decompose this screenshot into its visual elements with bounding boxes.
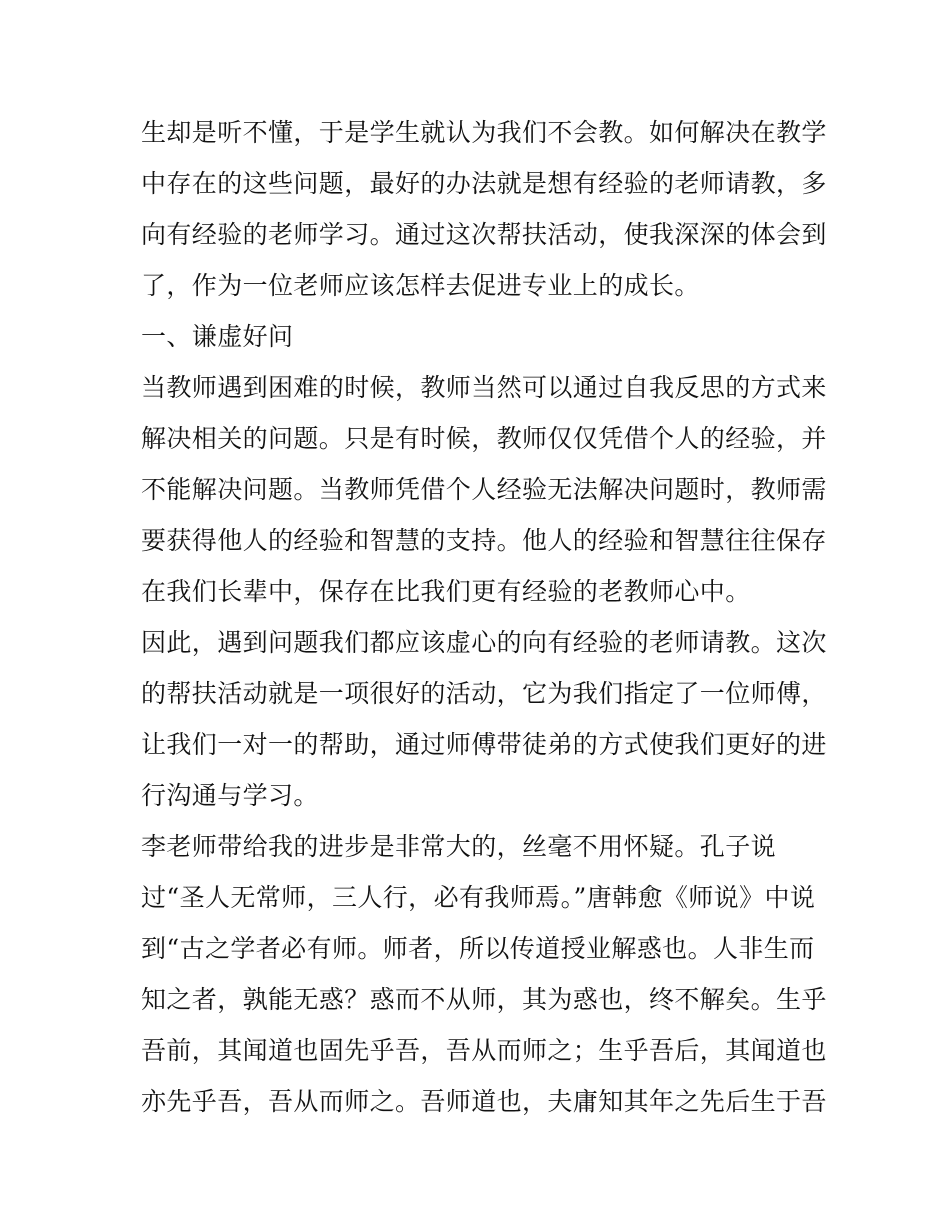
- text-line: 行沟通与学习。: [141, 781, 319, 810]
- text-line: 向有经验的老师学习。通过这次帮扶活动，使我深深的体会到: [141, 220, 827, 249]
- text-line: 中存在的这些问题，最好的办法就是想有经验的老师请教，多: [141, 169, 827, 198]
- text-line: 亦先乎吾，吾从而师之。吾师道也，夫庸知其年之先后生于吾: [141, 1087, 827, 1116]
- text-line: 要获得他人的经验和智慧的支持。他人的经验和智慧往往保存: [141, 526, 827, 555]
- text-line: 不能解决问题。当教师凭借个人经验无法解决问题时，教师需: [141, 475, 827, 504]
- text-line: 生却是听不懂，于是学生就认为我们不会教。如何解决在教学: [141, 118, 827, 147]
- text-line: 知之者，孰能无惑？惑而不从师，其为惑也，终不解矣。生乎: [141, 985, 827, 1014]
- text-line: 李老师带给我的进步是非常大的，丝毫不用怀疑。孔子说: [141, 832, 777, 861]
- section-heading: 一、谦虚好问: [141, 322, 294, 351]
- text-line: 因此，遇到问题我们都应该虚心的向有经验的老师请教。这次: [141, 628, 827, 657]
- text-line: 过“圣人无常师，三人行，必有我师焉。”唐韩愈《师说》中说: [141, 883, 816, 912]
- text-line: 在我们长辈中，保存在比我们更有经验的老教师心中。: [141, 577, 751, 606]
- text-line: 解决相关的问题。只是有时候，教师仅仅凭借个人的经验，并: [141, 424, 827, 453]
- text-line: 了，作为一位老师应该怎样去促进专业上的成长。: [141, 271, 700, 300]
- text-line: 让我们一对一的帮助，通过师傅带徒弟的方式使我们更好的进: [141, 730, 827, 759]
- text-line: 吾前，其闻道也固先乎吾，吾从而师之；生乎吾后，其闻道也: [141, 1036, 827, 1065]
- document-body: [141, 107, 827, 1127]
- text-line: 当教师遇到困难的时候，教师当然可以通过自我反思的方式来: [141, 373, 827, 402]
- text-line: 的帮扶活动就是一项很好的活动，它为我们指定了一位师傅，: [141, 679, 827, 708]
- text-line: 到“古之学者必有师。师者，所以传道授业解惑也。人非生而: [141, 934, 815, 963]
